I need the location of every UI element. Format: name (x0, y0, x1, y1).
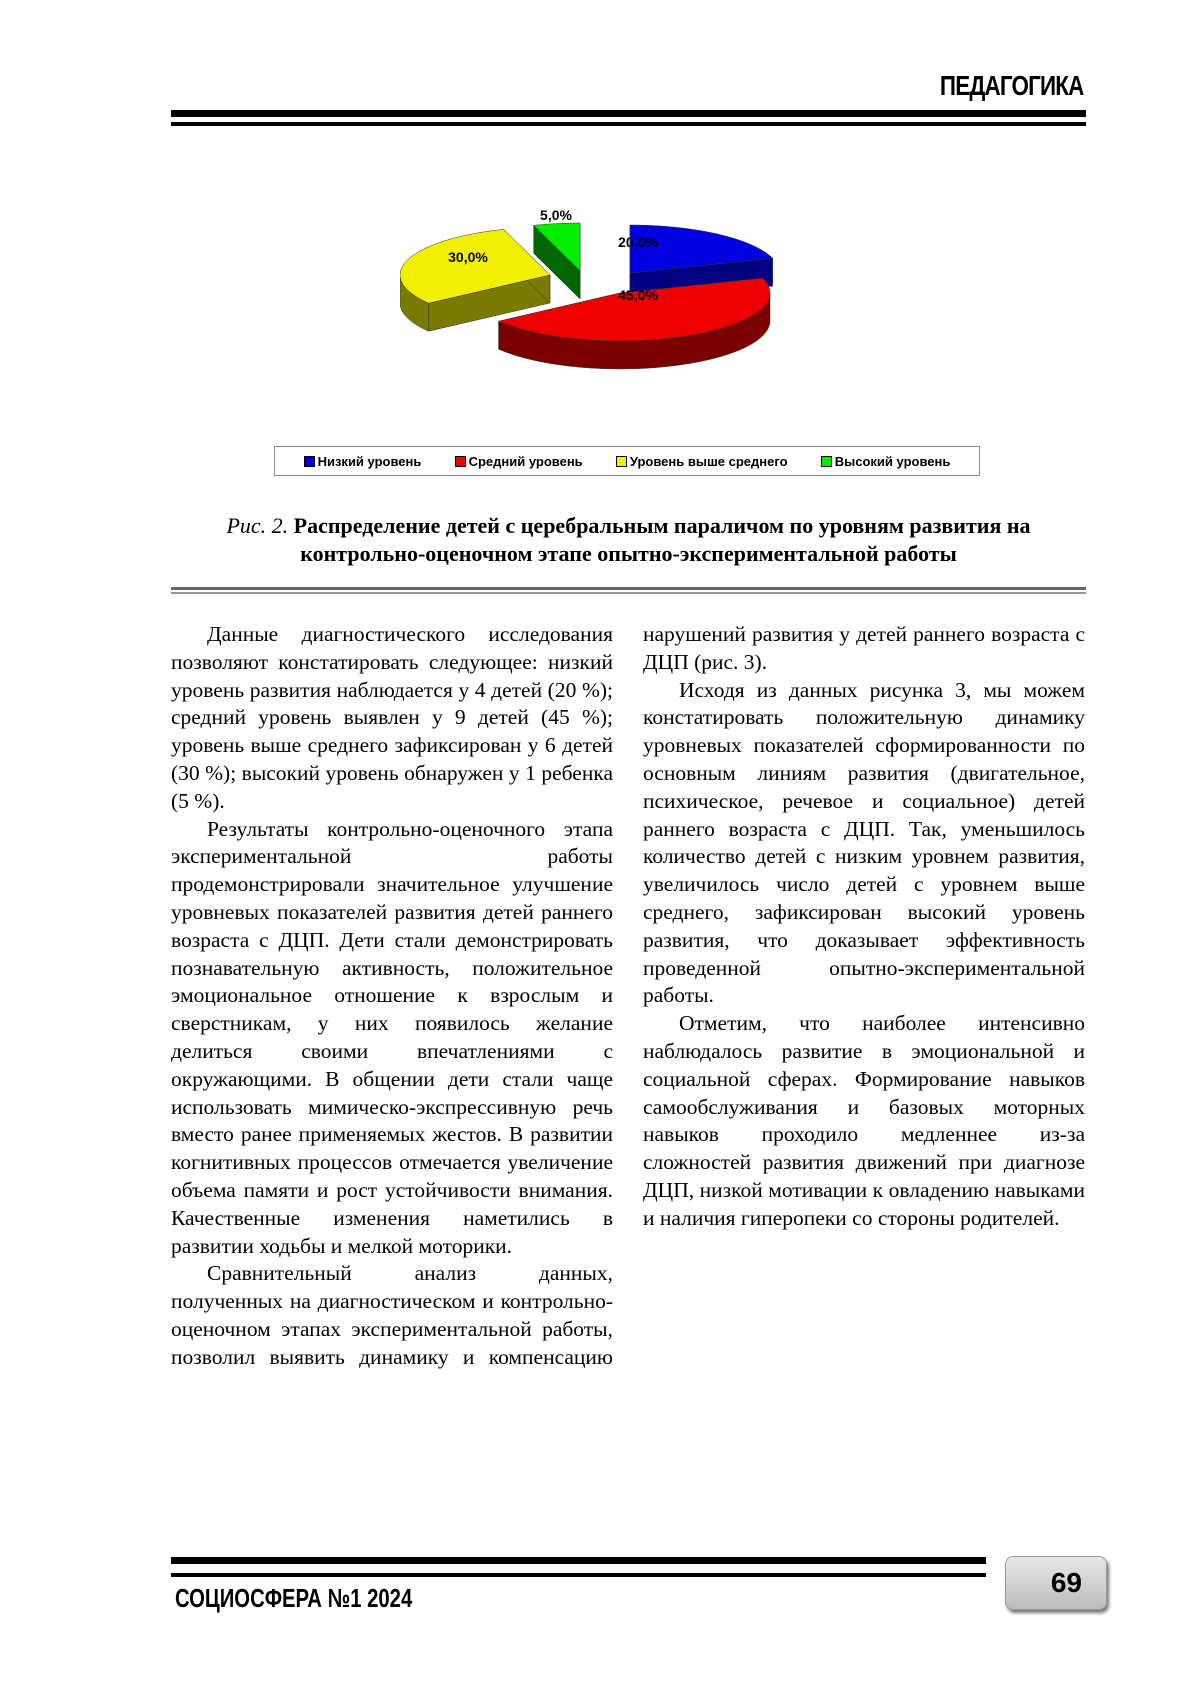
caption-prefix: Рис. 2. (226, 513, 288, 538)
pie-chart (400, 210, 820, 410)
legend-item (616, 454, 788, 469)
pie-data-label: 30,0% (448, 249, 488, 265)
chart-legend (274, 446, 980, 476)
pie-data-label: 20,0% (618, 234, 658, 250)
paragraph: Данные диагностического исследования позволяют констатировать следующее: низкий уровень развития наблюдается у 4 детей (20 %); средний уровень выявлен у 9 детей (45 %); уровень выше среднего зафиксирован у 6 детей (30 %); высокий уровень обнаружен у 1 ребенка (5 %). (171, 621, 613, 816)
figure-caption (171, 512, 1086, 568)
journal-title: СОЦИОСФЕРА №1 2024 (175, 1583, 412, 1614)
header-rule (171, 122, 1086, 126)
legend-label: Средний уровень (469, 454, 583, 469)
legend-swatch (616, 456, 627, 467)
footer-rule (171, 1573, 986, 1577)
divider (171, 587, 1086, 590)
pie-data-label: 5,0% (540, 210, 572, 223)
divider (171, 592, 1086, 594)
pie-data-label: 45,0% (618, 287, 658, 303)
header-rule (171, 110, 1086, 117)
paragraph: Сравнительный анализ данных, полученных на диагностическом и контрольно-оценочном этапах экспериментальной работы, позволил выявить динамику и компенсацию нарушений развития у детей раннего возраста с ДЦП (рис. 3). (171, 621, 1085, 1373)
paragraph: Исходя из данных рисунка 3, мы можем констатировать положительную динамику уровневых показателей сформированности по основным линиям развития (двигательное, психическое, речевое и социальное) детей раннего возраста с ДЦП. Так, уменьшилось количество детей с низким уровнем развития, увеличилось число детей с уровнем выше среднего, зафиксирован высокий уровень развития, что доказывает эффективность проведенной опытно-экспериментальной работы. (643, 677, 1085, 1011)
legend-item (455, 454, 583, 469)
legend-swatch (304, 456, 315, 467)
section-title: ПЕДАГОГИКА (940, 70, 1084, 102)
article-body (171, 621, 1085, 1373)
legend-swatch (455, 456, 466, 467)
legend-label: Низкий уровень (318, 454, 422, 469)
caption-title: Распределение детей с церебральным параличом по уровням развития на контрольно-оценочном этапе опытно-экспериментальной работы (294, 513, 1031, 566)
footer-rule (171, 1557, 986, 1564)
paragraph: Отметим, что наиболее интенсивно наблюдалось развитие в эмоциональной и социальной сферах. Формирование навыков самообслуживания и базовых моторных навыков проходило медленнее из-за сложностей развития движений при диагнозе ДЦП, низкой мотивации к овладению навыками и наличия гиперопеки со стороны родителей. (643, 1010, 1085, 1232)
legend-label: Высокий уровень (835, 454, 951, 469)
legend-item (304, 454, 422, 469)
legend-item (821, 454, 951, 469)
page-number: 69 (1005, 1556, 1107, 1610)
legend-swatch (821, 456, 832, 467)
paragraph: Результаты контрольно-оценочного этапа экспериментальной работы продемонстрировали значительное улучшение уровневых показателей развития детей раннего возраста с ДЦП. Дети стали демонстрировать познавательную активность, положительное эмоциональное отношение к взрослым и сверстникам, у них появилось желание делиться своими впечатлениями с окружающими. В общении дети стали чаще использовать мимическо-экспрессивную речь вместо ранее применяемых жестов. В развитии когнитивных процессов отмечается увеличение объема памяти и рост устойчивости внимания. Качественные изменения наметились в развитии ходьбы и мелкой моторики. (171, 816, 613, 1261)
legend-label: Уровень выше среднего (630, 454, 788, 469)
